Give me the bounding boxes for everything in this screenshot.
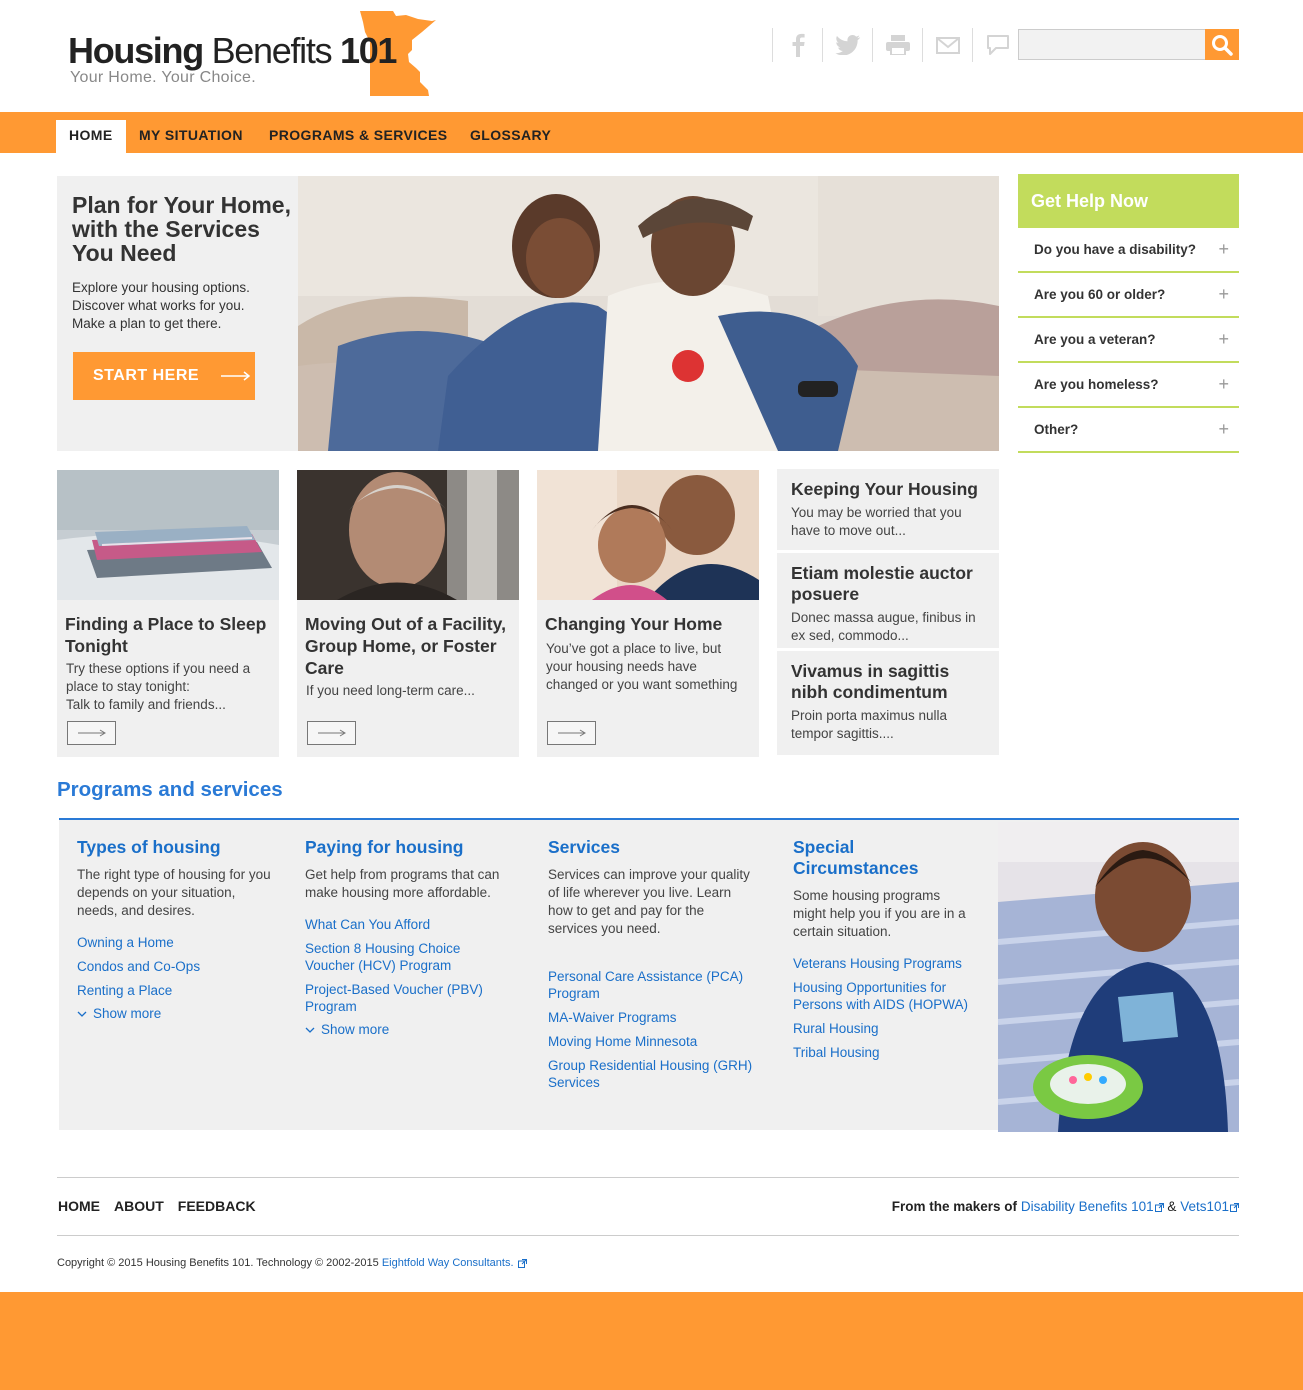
column-title[interactable]: Paying for housing <box>305 837 464 857</box>
link-list <box>793 955 973 1061</box>
programs-photo-child <box>998 822 1239 1132</box>
card-arrow-button[interactable] <box>307 721 356 745</box>
plus-icon: + <box>1218 329 1229 349</box>
plus-icon: + <box>1218 419 1229 439</box>
column-desc: Some housing programs might help you if you are in a certain situation. <box>793 888 966 939</box>
show-more-link[interactable] <box>77 1006 277 1021</box>
program-link[interactable]: Rural Housing <box>793 1021 879 1036</box>
program-link[interactable]: Condos and Co-Ops <box>77 959 201 974</box>
program-link[interactable]: Tribal Housing <box>793 1045 880 1060</box>
get-help-panel <box>1018 174 1239 453</box>
get-help-title: Get Help Now <box>1018 174 1239 228</box>
link-list <box>305 916 505 1037</box>
program-link[interactable]: Section 8 Housing Choice Voucher (HCV) Program <box>305 941 461 973</box>
email-icon[interactable] <box>922 28 972 62</box>
col-special-circumstances <box>793 837 973 1068</box>
program-link[interactable]: Veterans Housing Programs <box>793 956 962 971</box>
program-link[interactable]: Project-Based Voucher (PBV) Program <box>305 982 483 1014</box>
column-title[interactable]: Special Circumstances <box>793 837 919 878</box>
hero-banner <box>57 176 999 451</box>
show-more-link[interactable] <box>305 1022 505 1037</box>
side-item-desc: Donec massa augue, finibus in ex sed, commodo... <box>791 610 976 643</box>
column-title[interactable]: Types of housing <box>77 837 221 857</box>
makers-prefix: From the makers of <box>891 1199 1018 1214</box>
hero-line: Discover what works for you. <box>72 298 245 313</box>
start-here-button[interactable] <box>73 352 255 400</box>
vets101-link[interactable]: Vets101 <box>1180 1199 1229 1214</box>
footer-feedback-link[interactable]: FEEDBACK <box>177 1198 256 1214</box>
help-item-disability[interactable] <box>1018 228 1239 273</box>
program-link[interactable]: Housing Opportunities for Persons with AIDS (HOPWA) <box>793 980 969 1012</box>
external-link-icon <box>1230 1203 1239 1212</box>
card-title: Finding a Place to Sleep Tonight <box>65 614 267 656</box>
search-input[interactable] <box>1018 29 1206 60</box>
hero-title: Plan for Your Home, with the Services You Need <box>72 192 291 266</box>
hero-text <box>72 193 297 333</box>
card-photo-children <box>537 470 759 600</box>
card-photo-elderly-man <box>297 470 519 600</box>
footer-nav <box>58 1198 256 1214</box>
column-desc: The right type of housing for you depends on your situation, needs, and desires. <box>77 867 271 918</box>
card-finding-place[interactable] <box>57 470 279 757</box>
arrow-right-icon <box>78 729 106 737</box>
disability-benefits-link[interactable]: Disability Benefits 101 <box>1020 1199 1154 1214</box>
programs-panel <box>59 818 1239 1130</box>
plus-icon: + <box>1218 374 1229 394</box>
help-item-label: Are you homeless? <box>1034 377 1159 392</box>
hero-line: Explore your housing options. <box>72 280 250 295</box>
search-form <box>1018 29 1239 60</box>
footer-about-link[interactable]: ABOUT <box>114 1198 164 1214</box>
help-item-other[interactable] <box>1018 408 1239 453</box>
nav-glossary[interactable]: GLOSSARY <box>470 127 552 143</box>
side-item-desc: You may be worried that you have to move out... <box>791 505 962 538</box>
card-description: You’ve got a place to live, but your housing needs have changed or you want something <box>546 641 738 692</box>
arrow-right-icon <box>558 729 586 737</box>
card-description: If you need long-term care... <box>306 683 475 698</box>
arrow-right-icon <box>318 729 346 737</box>
site-logo[interactable] <box>68 10 448 100</box>
search-button[interactable] <box>1205 29 1239 60</box>
col-paying-for-housing <box>305 837 505 1037</box>
link-list <box>548 968 753 1091</box>
help-item-label: Are you 60 or older? <box>1034 287 1166 302</box>
card-arrow-button[interactable] <box>67 721 116 745</box>
program-link[interactable]: Group Residential Housing (GRH) Services <box>548 1058 753 1090</box>
card-description <box>66 660 271 714</box>
hero-description <box>72 279 297 333</box>
side-item-keeping-housing[interactable] <box>777 469 999 550</box>
chevron-down-icon <box>305 1022 315 1037</box>
card-line: Talk to family and friends... <box>66 697 226 712</box>
side-item-title: Keeping Your Housing <box>791 479 978 499</box>
print-icon[interactable] <box>872 28 922 62</box>
comment-icon[interactable] <box>972 28 1022 62</box>
column-title[interactable]: Services <box>548 837 621 857</box>
side-item-desc: Proin porta maximus nulla tempor sagittis.... <box>791 708 948 741</box>
program-link[interactable]: Moving Home Minnesota <box>548 1034 698 1049</box>
nav-my-situation[interactable]: MY SITUATION <box>139 127 243 143</box>
help-item-label: Other? <box>1034 422 1079 437</box>
card-arrow-button[interactable] <box>547 721 596 745</box>
site-header <box>0 0 1303 112</box>
share-toolbar <box>772 28 1022 62</box>
show-more-label: Show more <box>321 1022 390 1037</box>
card-moving-out[interactable] <box>297 470 519 757</box>
side-item-title: Vivamus in sagittis nibh condimentum <box>791 661 950 702</box>
side-item-title: Etiam molestie auctor posuere <box>791 563 973 604</box>
footer-bottom-bar <box>0 1292 1303 1390</box>
twitter-icon[interactable] <box>822 28 872 62</box>
side-item-vivamus[interactable] <box>777 651 999 755</box>
makers-credit <box>892 1199 1239 1214</box>
card-title: Moving Out of a Facility, Group Home, or Foster Care <box>305 614 506 678</box>
help-item-homeless[interactable] <box>1018 363 1239 408</box>
col-services <box>548 837 753 1098</box>
program-link[interactable]: What Can You Afford <box>305 917 431 932</box>
site-tagline: Your Home. Your Choice. <box>70 69 256 86</box>
hero-photo-couple <box>298 176 999 451</box>
program-link[interactable]: Renting a Place <box>77 983 173 998</box>
nav-home[interactable]: HOME <box>56 120 126 153</box>
program-link[interactable]: Personal Care Assistance (PCA) Program <box>548 969 744 1001</box>
help-item-veteran[interactable] <box>1018 318 1239 363</box>
makers-amp: & <box>1167 1199 1177 1214</box>
side-topic-list <box>777 469 999 758</box>
eightfold-way-link[interactable]: Eightfold Way Consultants. <box>381 1257 514 1269</box>
footer-divider <box>57 1235 1239 1236</box>
card-line: Try these options if you need a place to stay tonight: <box>66 661 251 694</box>
show-more-label: Show more <box>93 1006 162 1021</box>
help-item-60-older[interactable] <box>1018 273 1239 318</box>
programs-heading: Programs and services <box>57 778 283 801</box>
card-photo-blankets <box>57 470 279 600</box>
main-nav <box>0 112 1303 153</box>
link-list <box>77 934 277 1021</box>
help-item-label: Do you have a disability? <box>1034 242 1197 257</box>
facebook-icon[interactable] <box>772 28 822 62</box>
nav-programs-services[interactable]: PROGRAMS & SERVICES <box>269 127 448 143</box>
copyright <box>57 1257 527 1269</box>
side-item-etiam[interactable] <box>777 553 999 648</box>
card-changing-home[interactable] <box>537 470 759 757</box>
card-title: Changing Your Home <box>545 614 723 634</box>
site-title: Housing Benefits 101 <box>68 30 397 71</box>
plus-icon: + <box>1218 239 1229 259</box>
program-link[interactable]: MA-Waiver Programs <box>548 1010 677 1025</box>
plus-icon: + <box>1218 284 1229 304</box>
start-here-label: START HERE <box>93 367 200 384</box>
chevron-down-icon <box>77 1006 87 1021</box>
program-link[interactable]: Owning a Home <box>77 935 174 950</box>
help-item-label: Are you a veteran? <box>1034 332 1156 347</box>
search-icon <box>1211 34 1233 56</box>
column-desc: Get help from programs that can make housing more affordable. <box>305 867 500 900</box>
footer-home-link[interactable]: HOME <box>58 1198 100 1214</box>
external-link-icon <box>1155 1203 1164 1212</box>
hero-line: Make a plan to get there. <box>72 316 222 331</box>
external-link-icon <box>518 1259 527 1268</box>
arrow-right-icon <box>221 371 251 381</box>
copyright-text: Copyright © 2015 Housing Benefits 101. Technology © 2002-2015 <box>57 1257 379 1269</box>
column-desc: Services can improve your quality of life wherever you live. Learn how to get and pay for the services you need. <box>548 867 750 936</box>
col-types-of-housing <box>77 837 277 1021</box>
footer-divider <box>57 1177 1239 1178</box>
